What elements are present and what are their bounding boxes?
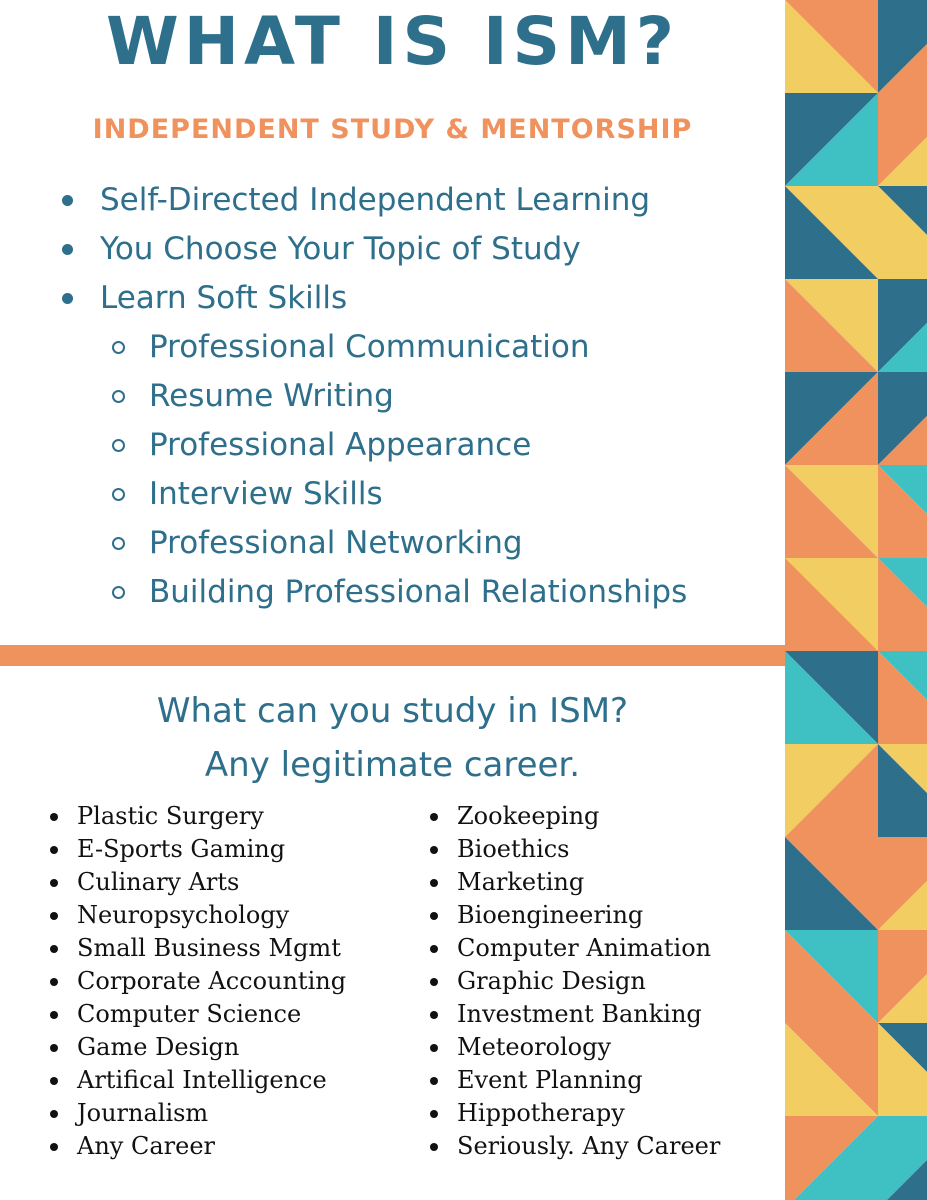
- soft-skill-item: Professional Appearance: [56, 421, 687, 470]
- page-title: WHAT IS ISM?: [105, 3, 680, 80]
- career-item: Graphic Design: [424, 965, 720, 998]
- section-divider: [0, 645, 785, 666]
- career-item: Plastic Surgery: [44, 800, 346, 833]
- career-item: Event Planning: [424, 1064, 720, 1097]
- career-item: Bioethics: [424, 833, 720, 866]
- soft-skill-item: Interview Skills: [56, 470, 687, 519]
- career-item: Any Career: [44, 1130, 346, 1163]
- study-answer: Any legitimate career.: [204, 745, 581, 785]
- career-item: Investment Banking: [424, 998, 720, 1031]
- soft-skill-item: Resume Writing: [56, 372, 687, 421]
- career-item: Bioengineering: [424, 899, 720, 932]
- geometric-triangle-pattern: [785, 0, 927, 1200]
- career-list-right: [424, 800, 720, 1163]
- feature-item: You Choose Your Topic of Study: [56, 225, 687, 274]
- career-item: Neuropsychology: [44, 899, 346, 932]
- career-item: Culinary Arts: [44, 866, 346, 899]
- feature-item: Learn Soft Skills: [56, 274, 687, 323]
- soft-skill-item: Building Professional Relationships: [56, 568, 687, 617]
- career-item: Small Business Mgmt: [44, 932, 346, 965]
- study-question: What can you study in ISM?: [156, 691, 629, 731]
- career-item: Marketing: [424, 866, 720, 899]
- career-item: Game Design: [44, 1031, 346, 1064]
- career-item: Computer Animation: [424, 932, 720, 965]
- soft-skill-item: Professional Networking: [56, 519, 687, 568]
- career-item: E-Sports Gaming: [44, 833, 346, 866]
- career-item: Computer Science: [44, 998, 346, 1031]
- feature-item: Self-Directed Independent Learning: [56, 176, 687, 225]
- page-subtitle: INDEPENDENT STUDY & MENTORSHIP: [92, 114, 693, 145]
- career-item: Seriously. Any Career: [424, 1130, 720, 1163]
- feature-list: [56, 176, 687, 617]
- career-item: Artifical Intelligence: [44, 1064, 346, 1097]
- soft-skill-item: Professional Communication: [56, 323, 687, 372]
- career-item: Hippotherapy: [424, 1097, 720, 1130]
- career-item: Meteorology: [424, 1031, 720, 1064]
- career-item: Corporate Accounting: [44, 965, 346, 998]
- career-item: Journalism: [44, 1097, 346, 1130]
- career-item: Zookeeping: [424, 800, 720, 833]
- career-list-left: [44, 800, 346, 1163]
